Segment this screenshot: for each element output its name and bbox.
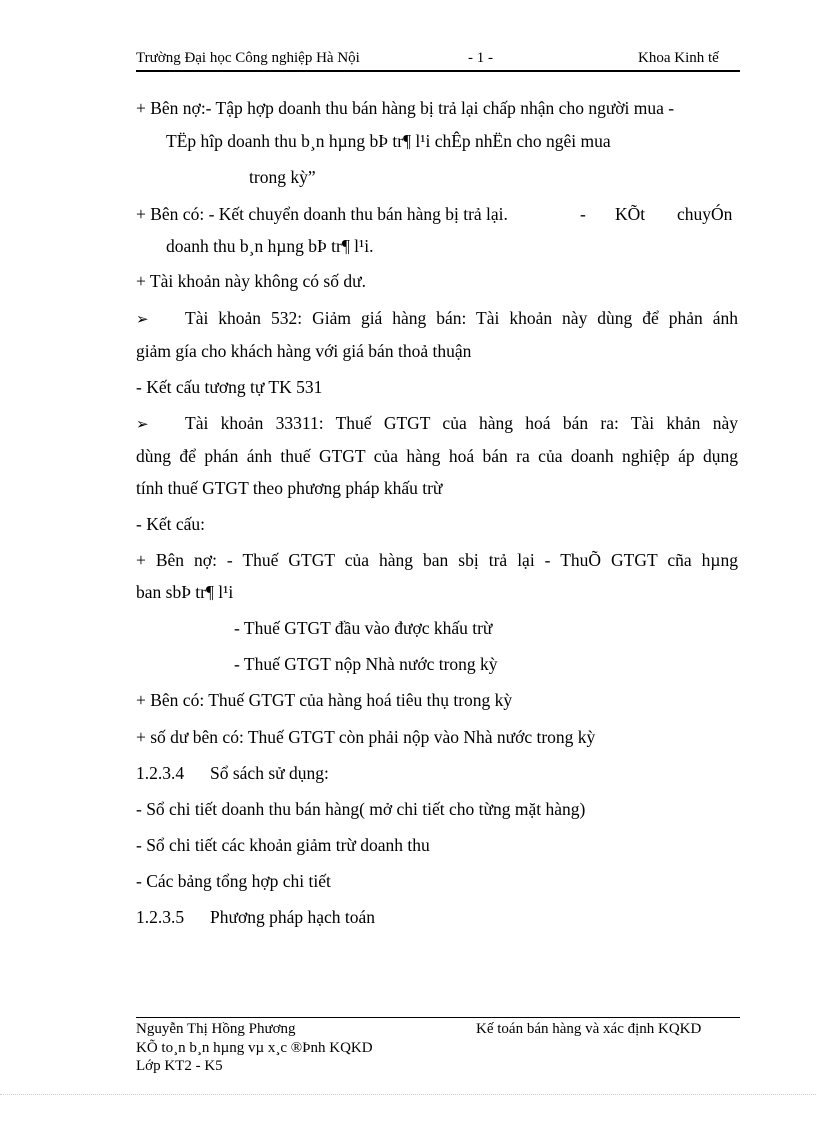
header-rule <box>136 70 740 72</box>
section-title: Phương pháp hạch toán <box>210 907 376 927</box>
list-item: - Sổ chi tiết doanh thu bán hàng( mở chi tiết cho từng mặt hàng) <box>136 799 586 819</box>
text-line: - Kết cấu: <box>136 514 205 534</box>
text-line: + Bên nợ:- Tập hợp doanh thu bán hàng bị trả lại chấp nhận cho người mua - <box>136 98 675 118</box>
arrow-bullet-icon: ➢ <box>136 415 149 433</box>
text-line: giảm gía cho khách hàng với giá bán thoả thuận <box>136 341 472 361</box>
text-line: + Bên có: - Kết chuyển doanh thu bán hàng bị trả lại. <box>136 204 508 224</box>
text-word: chuyÓn <box>677 204 733 224</box>
text-line: + Bên nợ: - Thuế GTGT của hàng ban sbị trả lại - ThuÕ GTGT cña hµng <box>136 550 738 570</box>
header-page-number: - 1 - <box>468 50 493 66</box>
text-line: - Kết cấu tương tự TK 531 <box>136 377 323 397</box>
footer-topic: Kế toán bán hàng và xác định KQKD <box>476 1021 702 1037</box>
footer-rule <box>136 1017 740 1018</box>
text-line: tính thuế GTGT theo phương pháp khấu trừ <box>136 478 443 498</box>
text-line: + Bên có: Thuế GTGT của hàng hoá tiêu thụ trong kỳ <box>136 690 513 710</box>
text-line: - Thuế GTGT nộp Nhà nước trong kỳ <box>234 654 498 674</box>
text-line: + số dư bên có: Thuế GTGT còn phải nộp vào Nhà nước trong kỳ <box>136 727 596 747</box>
section-number: 1.2.3.4 <box>136 763 185 783</box>
list-item: - Sổ chi tiết các khoản giảm trừ doanh thu <box>136 835 430 855</box>
text-line: dùng để phán ánh thuế GTGT của hàng hoá bán ra của doanh nghiệp áp dụng <box>136 446 738 466</box>
footer-topic-encoded: KÕ to¸n b¸n hµng vµ x¸c ®Þnh KQKD <box>136 1040 373 1056</box>
footer-class: Lớp KT2 - K5 <box>136 1058 223 1074</box>
text-line: ban sbÞ tr¶ l¹i <box>136 582 234 602</box>
text-line: doanh thu b¸n hµng bÞ tr¶ l¹i. <box>166 236 374 256</box>
page-bottom-dotted-divider <box>0 1094 816 1095</box>
section-number: 1.2.3.5 <box>136 907 185 927</box>
text-word: KÕt <box>615 204 646 224</box>
text-line: + Tài khoản này không có số dư. <box>136 271 366 291</box>
text-line: trong kỳ” <box>249 167 316 187</box>
text-dash: - <box>580 204 586 224</box>
text-line: Tài khoản 33311: Thuế GTGT của hàng hoá bán ra: Tài khản này <box>185 413 738 433</box>
header-faculty: Khoa Kinh tế <box>638 50 719 66</box>
arrow-bullet-icon: ➢ <box>136 310 149 328</box>
section-title: Sổ sách sử dụng: <box>210 763 329 783</box>
footer-author: Nguyễn Thị Hồng Phương <box>136 1021 296 1037</box>
text-line: TËp hîp doanh thu b¸n hµng bÞ tr¶ l¹i chÊp nhËn cho ngêi mua <box>166 131 611 151</box>
list-item: - Các bảng tổng hợp chi tiết <box>136 871 331 891</box>
header-school: Trường Đại học Công nghiệp Hà Nội <box>136 50 360 66</box>
text-line: - Thuế GTGT đầu vào được khấu trừ <box>234 618 493 638</box>
text-line: Tài khoản 532: Giảm giá hàng bán: Tài khoản này dùng để phản ánh <box>185 308 738 328</box>
